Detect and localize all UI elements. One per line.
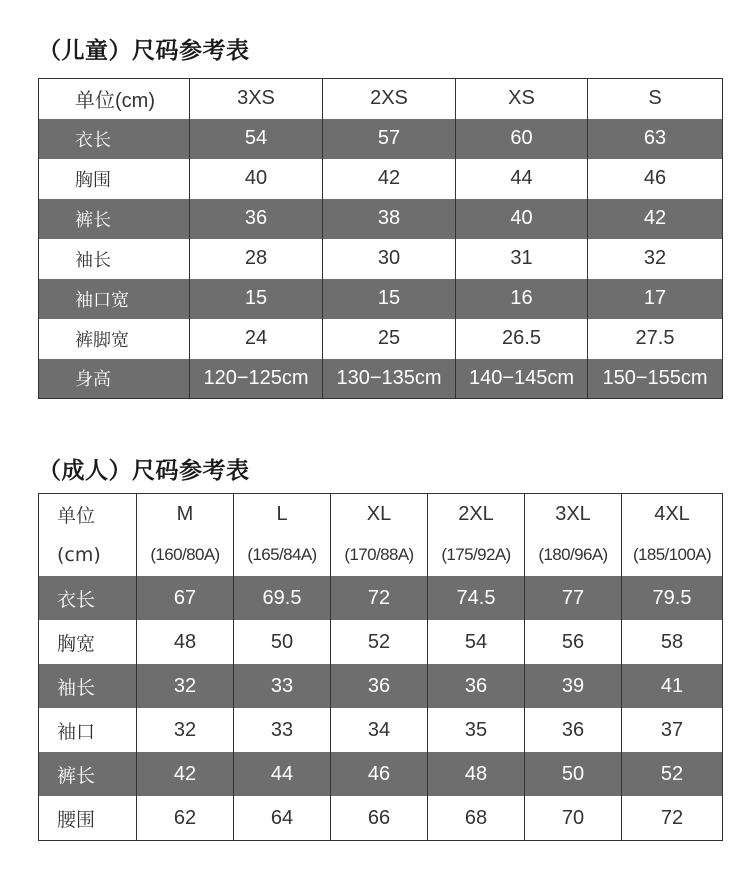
cell-value: 56 — [525, 620, 622, 664]
cell-value: 40 — [190, 159, 323, 199]
cell-value: 77 — [525, 576, 622, 620]
cell-value: 36 — [331, 664, 428, 708]
row-label: 腰围 — [57, 808, 96, 831]
kids-row-height — [39, 359, 723, 399]
adult-size-header: XL — [331, 494, 428, 535]
cell-value: 32 — [588, 239, 723, 279]
row-label: 衣长 — [39, 576, 137, 620]
cell-value: 72 — [622, 796, 723, 841]
cell-value: 24 — [190, 319, 323, 359]
cell-value: 33 — [234, 708, 331, 752]
cell-value: 50 — [234, 620, 331, 664]
cell-value: 68 — [428, 796, 525, 841]
cell-value: 35 — [428, 708, 525, 752]
cell-value: 44 — [234, 752, 331, 796]
cell-value: 63 — [588, 119, 723, 159]
cell-value: 27.5 — [588, 319, 723, 359]
kids-size-header: S — [588, 79, 723, 119]
kids-size-table — [38, 78, 723, 399]
cell-value: 46 — [588, 159, 723, 199]
cell-value: 46 — [331, 752, 428, 796]
row-label: 袖口 — [57, 720, 96, 743]
cell-value: 33 — [234, 664, 331, 708]
adult-row-cuff — [39, 708, 723, 752]
cell-value: 58 — [622, 620, 723, 664]
cell-value: 37 — [622, 708, 723, 752]
cell-value: 48 — [428, 752, 525, 796]
kids-row-cuff-width — [39, 279, 723, 319]
cell-value: 36 — [428, 664, 525, 708]
cell-value: 79.5 — [622, 576, 723, 620]
adult-row-length — [39, 576, 723, 620]
kids-row-chest — [39, 159, 723, 199]
cell-value: 52 — [622, 752, 723, 796]
kids-row-length — [39, 119, 723, 159]
adult-unit-label: 单位 — [57, 504, 96, 527]
cell-value: 31 — [456, 239, 588, 279]
cell-value: 69.5 — [234, 576, 331, 620]
cell-value: 41 — [622, 664, 723, 708]
cell-value: 54 — [190, 119, 323, 159]
cell-value: 120−125cm — [190, 359, 323, 399]
row-label: 胸围 — [75, 169, 111, 191]
row-label: 裤长 — [39, 199, 190, 239]
adult-size-header: L — [234, 494, 331, 535]
adult-row-sleeve-length — [39, 664, 723, 708]
cell-value: 42 — [137, 752, 234, 796]
cell-value: 70 — [525, 796, 622, 841]
adult-row-chest-width — [39, 620, 723, 664]
cell-value: 36 — [525, 708, 622, 752]
adult-size-header: 2XL — [428, 494, 525, 535]
adult-header-row — [39, 494, 723, 535]
cell-value: 42 — [323, 159, 456, 199]
kids-unit-label: 单位(cm) — [75, 90, 155, 113]
cell-value: 28 — [190, 239, 323, 279]
cell-value: 26.5 — [456, 319, 588, 359]
cell-value: 66 — [331, 796, 428, 841]
cell-value: 62 — [137, 796, 234, 841]
adult-size-header: 3XL — [525, 494, 622, 535]
cell-value: 44 — [456, 159, 588, 199]
adult-row-pants-length — [39, 752, 723, 796]
cell-value: 34 — [331, 708, 428, 752]
cell-value: 140−145cm — [456, 359, 588, 399]
cell-value: 64 — [234, 796, 331, 841]
cell-value: 17 — [588, 279, 723, 319]
kids-row-pants-length — [39, 199, 723, 239]
cell-value: 30 — [323, 239, 456, 279]
adult-size-note: (160/80A) — [137, 534, 234, 576]
row-label: 裤脚宽 — [75, 329, 129, 351]
adult-size-chart-title: （成人）尺码参考表 — [38, 458, 250, 484]
adult-size-table — [38, 493, 723, 841]
adult-row-waist — [39, 796, 723, 841]
cell-value: 40 — [456, 199, 588, 239]
row-label: 裤长 — [39, 752, 137, 796]
cell-value: 25 — [323, 319, 456, 359]
row-label: 袖口宽 — [39, 279, 190, 319]
adult-unit-sub: (cm) — [57, 544, 101, 566]
adult-size-note-row — [39, 534, 723, 576]
row-label: 身高 — [39, 359, 190, 399]
cell-value: 67 — [137, 576, 234, 620]
adult-size-note: (165/84A) — [234, 534, 331, 576]
kids-header-row — [39, 79, 723, 119]
cell-value: 74.5 — [428, 576, 525, 620]
cell-value: 72 — [331, 576, 428, 620]
adult-size-note: (170/88A) — [331, 534, 428, 576]
row-label: 袖长 — [75, 249, 111, 271]
cell-value: 15 — [190, 279, 323, 319]
kids-size-chart-title: （儿童）尺码参考表 — [38, 38, 250, 64]
adult-size-note: (175/92A) — [428, 534, 525, 576]
kids-row-leg-opening — [39, 319, 723, 359]
cell-value: 48 — [137, 620, 234, 664]
adult-size-header: 4XL — [622, 494, 723, 535]
row-label: 胸宽 — [57, 632, 96, 655]
adult-size-header: M — [137, 494, 234, 535]
cell-value: 38 — [323, 199, 456, 239]
cell-value: 54 — [428, 620, 525, 664]
cell-value: 57 — [323, 119, 456, 159]
adult-size-note: (180/96A) — [525, 534, 622, 576]
kids-size-header: 3XS — [190, 79, 323, 119]
adult-size-note: (185/100A) — [622, 534, 723, 576]
cell-value: 130−135cm — [323, 359, 456, 399]
cell-value: 150−155cm — [588, 359, 723, 399]
cell-value: 50 — [525, 752, 622, 796]
cell-value: 36 — [190, 199, 323, 239]
row-label: 衣长 — [39, 119, 190, 159]
cell-value: 60 — [456, 119, 588, 159]
kids-size-header: 2XS — [323, 79, 456, 119]
cell-value: 15 — [323, 279, 456, 319]
kids-row-sleeve-length — [39, 239, 723, 279]
cell-value: 42 — [588, 199, 723, 239]
cell-value: 32 — [137, 664, 234, 708]
cell-value: 52 — [331, 620, 428, 664]
kids-size-header: XS — [456, 79, 588, 119]
cell-value: 16 — [456, 279, 588, 319]
cell-value: 32 — [137, 708, 234, 752]
row-label: 袖长 — [39, 664, 137, 708]
cell-value: 39 — [525, 664, 622, 708]
